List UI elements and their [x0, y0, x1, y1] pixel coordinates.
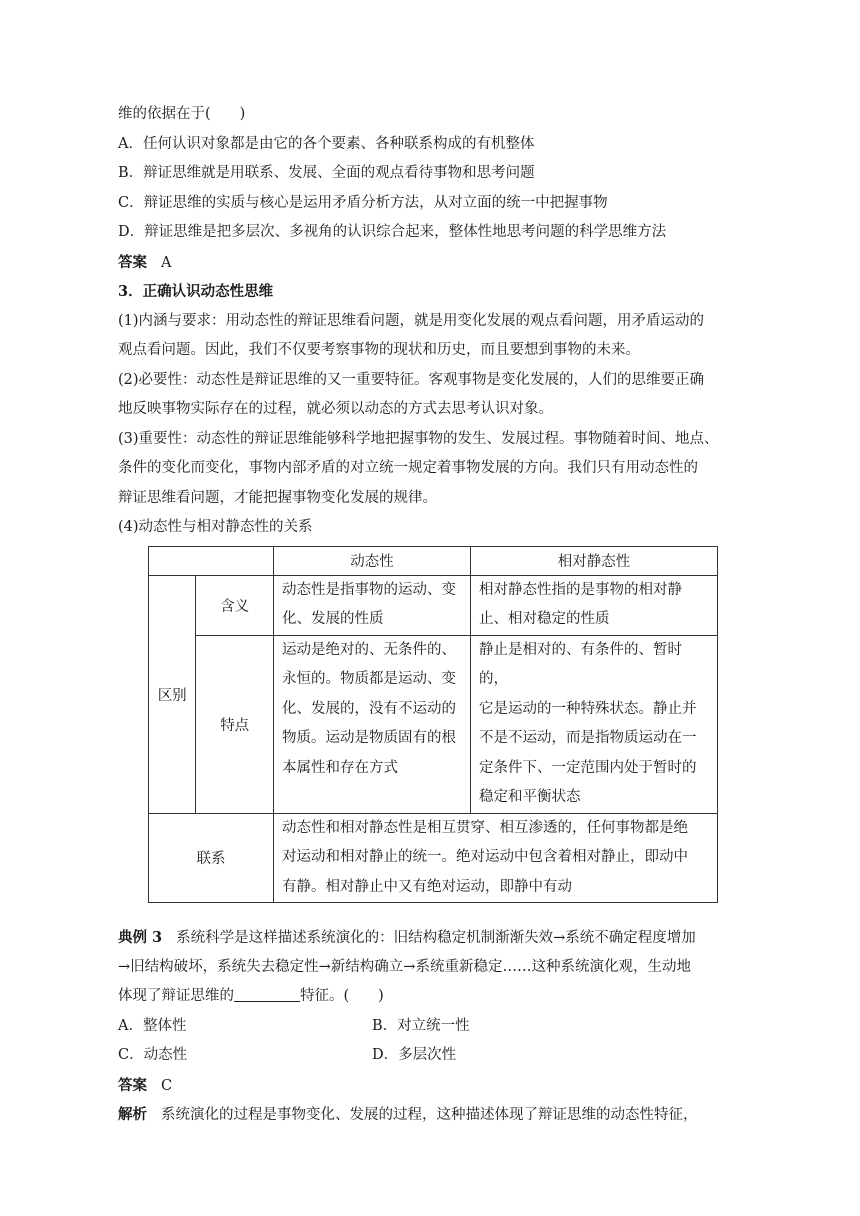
section-heading: 3．正确认识动态性思维	[118, 283, 274, 300]
example-line-3	[118, 982, 738, 1012]
cell-line: 止、相对稳定的性质	[479, 611, 610, 627]
cell-line: 不是不运动，而是指物质运动在一	[479, 730, 697, 746]
paragraph-line: 观点看问题。因此，我们不仅要考察事物的现状和历史，而且要想到事物的未来。	[118, 342, 640, 358]
example-option-b: B．对立统一性	[372, 1017, 470, 1034]
cell-line: 化、发展的性质	[282, 611, 384, 627]
cell-line: 对运动和相对静止的统一。绝对运动中包含着相对静止，即动中	[282, 849, 688, 865]
example-block	[118, 923, 738, 1130]
example-text: 特征。( )	[300, 988, 384, 1004]
cell-feature-dynamic	[274, 635, 471, 813]
analysis-line	[118, 1100, 738, 1130]
cell-line: 定条件下、一定范围内处于暂时的	[479, 759, 697, 776]
cell-line: 相对静态性指的是事物的相对静	[479, 581, 682, 598]
cell-line: 静止是相对的、有条件的、暂时的，	[479, 641, 682, 687]
cell-meaning-static	[471, 575, 718, 635]
answer-line	[118, 248, 738, 278]
row-label-feature: 特点	[196, 635, 274, 813]
row-label-connection: 联系	[149, 813, 274, 903]
comparison-table	[148, 546, 718, 904]
comparison-table-wrapper	[148, 546, 738, 904]
cell-meaning-dynamic	[274, 575, 471, 635]
example-option-c: C．动态性	[118, 1047, 188, 1063]
paragraph-line: 地反映事物实际存在的过程，就必须以动态的方式去思考认识对象。	[118, 401, 553, 417]
example-line-1	[118, 923, 738, 953]
example-option-d: D．多层次性	[372, 1047, 457, 1063]
cell-line: 物质。运动是物质固有的根	[282, 730, 456, 746]
option-d: D．辩证思维是把多层次、多视角的认识综合起来，整体性地思考问题的科学思维方法	[118, 224, 667, 240]
table-header-row	[149, 546, 718, 575]
question-stem-tail: 维的依据在于( )	[118, 106, 246, 122]
paragraph-line: (1)内涵与要求：用动态性的辩证思维看问题，就是用变化发展的观点看问题，用矛盾运动的	[118, 312, 705, 329]
answer-value: C	[161, 1077, 173, 1094]
analysis-label: 解析	[118, 1106, 147, 1123]
paragraph-line: 辩证思维看问题，才能把握事物变化发展的规律。	[118, 489, 437, 506]
cell-line: 动态性是指事物的运动、变	[282, 581, 456, 598]
paragraph-line: (3)重要性：动态性的辩证思维能够科学地把握事物的发生、发展过程。事物随着时间、地点、	[118, 430, 719, 447]
paragraph-line: (2)必要性：动态性是辩证思维的又一重要特征。客观事物是变化发展的，人们的思维要正确	[118, 371, 705, 388]
answer-label: 答案	[118, 1076, 147, 1094]
row-label-meaning: 含义	[196, 575, 274, 635]
cell-line: 运动是绝对的、无条件的、	[282, 641, 456, 658]
table-caption: (4)动态性与相对静态性的关系	[118, 519, 313, 535]
example-text: 体现了辩证思维的	[118, 988, 234, 1004]
cell-feature-static	[471, 635, 718, 813]
cell-line: 有静。相对静止中又有绝对运动，即静中有动	[282, 878, 572, 895]
options-row-2	[118, 1041, 738, 1071]
option-c: C．辩证思维的实质与核心是运用矛盾分析方法，从对立面的统一中把握事物	[118, 194, 608, 211]
fill-blank	[234, 987, 300, 1002]
answer-label: 答案	[118, 253, 147, 271]
example-line-2: →旧结构破坏，系统失去稳定性→新结构确立→系统重新稳定……这种系统演化观，生动地	[118, 958, 691, 975]
header-static: 相对静态性	[471, 546, 718, 575]
cell-line: 它是运动的一种特殊状态。静止并	[479, 700, 697, 717]
example-text: 系统科学是这样描述系统演化的：旧结构稳定机制渐渐失效→系统不确定程度增加	[176, 930, 696, 946]
example-option-a: A．整体性	[118, 1017, 187, 1034]
paragraph-line: 条件的变化而变化，事物内部矛盾的对立统一规定着事物发展的方向。我们只有用动态性的	[118, 460, 698, 476]
cell-line: 稳定和平衡状态	[479, 789, 581, 805]
options-row-1	[118, 1012, 738, 1042]
cell-line: 永恒的。物质都是运动、变	[282, 671, 456, 687]
cell-connection	[274, 813, 718, 903]
answer-value: A	[161, 254, 172, 271]
table-row-feature	[149, 635, 718, 813]
option-a: A．任何认识对象都是由它的各个要素、各种联系构成的有机整体	[118, 135, 535, 152]
analysis-text: 系统演化的过程是事物变化、发展的过程，这种描述体现了辩证思维的动态性特征，	[161, 1107, 698, 1123]
example-answer-line	[118, 1071, 738, 1101]
table-row-connection	[149, 813, 718, 903]
header-dynamic: 动态性	[274, 546, 471, 575]
option-b: B．辩证思维就是用联系、发展、全面的观点看待事物和思考问题	[118, 165, 535, 181]
table-corner-cell	[149, 546, 274, 575]
cell-line: 本属性和存在方式	[282, 759, 398, 776]
example-label: 典例 3	[118, 929, 163, 946]
cell-line: 化、发展的，没有不运动的	[282, 700, 456, 717]
row-label-difference: 区别	[149, 575, 196, 813]
table-row-meaning	[149, 575, 718, 635]
cell-line: 动态性和相对静态性是相互贯穿、相互渗透的，任何事物都是绝	[282, 819, 688, 836]
page-content	[118, 100, 738, 1130]
